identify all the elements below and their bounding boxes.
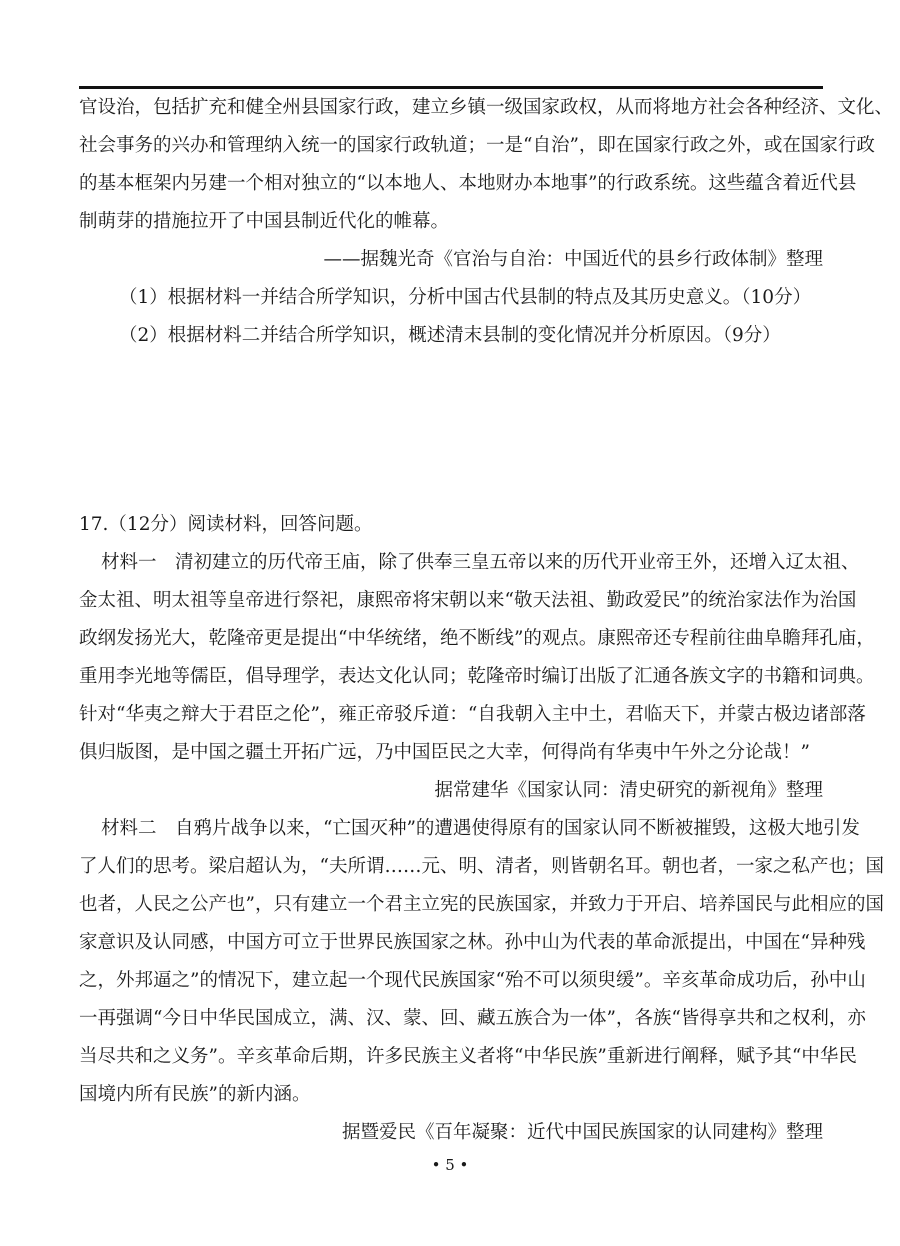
text-line: 当尽共和之义务”。辛亥革命后期，许多民族主义者将“中华民族”重新进行阐释，赋予其“中华民 [79, 1046, 857, 1067]
text-line: 材料二 自鸦片战争以来，“亡国灭种”的遭遇使得原有的国家认同不断被摧毁，这极大地引发 [101, 818, 860, 839]
text-line: 了人们的思考。梁启超认为，“夫所谓……元、明、清者，则皆朝名耳。朝也者，一家之私产也；国 [79, 856, 884, 877]
text-line: 社会事务的兴办和管理纳入统一的国家行政轨道；一是“自治”，即在国家行政之外，或在国家行政 [79, 135, 875, 156]
question-2: （2）根据材料二并结合所学知识，概述清末县制的变化情况并分析原因。（9分） [119, 325, 781, 346]
text-line: 国境内所有民族”的新内涵。 [79, 1084, 311, 1105]
passage-top [79, 89, 894, 355]
text-line: 俱归版图，是中国之疆土开拓广远，乃中国臣民之大幸，何得尚有华夷中午外之分论哉！” [79, 742, 810, 763]
question-17-heading: 17.（12分）阅读材料，回答问题。 [79, 514, 373, 535]
text-line: 家意识及认同感，中国方可立于世界民族国家之林。孙中山为代表的革命派提出，中国在“异种残 [79, 932, 866, 953]
text-line: 也者，人民之公产也”，只有建立一个君主立宪的民族国家，并致力于开启、培养国民与此相应的国 [79, 894, 884, 915]
text-line: 之，外邦逼之”的情况下，建立起一个现代民族国家“殆不可以须臾缓”。辛亥革命成功后，孙中山 [79, 970, 866, 991]
text-line: 官设治，包括扩充和健全州县国家行政，建立乡镇一级国家政权，从而将地方社会各种经济、文化、 [79, 97, 894, 118]
material-1 [79, 544, 875, 810]
text-line: 金太祖、明太祖等皇帝进行祭祀，康熙帝将宋朝以来“敬天法祖、勤政爱民”的统治家法作为治国 [79, 590, 857, 611]
page-number: • 5 • [431, 1156, 469, 1174]
text-line: 政纲发扬光大，乾隆帝更是提出“中华统绪，绝不断线”的观点。康熙帝还专程前往曲阜瞻拜孔庙， [79, 628, 875, 649]
citation: ——据魏光奇《官治与自治：中国近代的县乡行政体制》整理 [323, 249, 823, 270]
text-line: 针对“华夷之辩大于君臣之伦”，雍正帝驳斥道：“自我朝入主中土，君临天下，并蒙古极边诸部落 [79, 704, 866, 725]
citation: 据常建华《国家认同：清史研究的新视角》整理 [434, 780, 823, 801]
text-line: 制萌芽的措施拉开了中国县制近代化的帷幕。 [79, 211, 450, 232]
document-page [79, 89, 894, 1152]
text-line: 重用李光地等儒臣，倡导理学，表达文化认同；乾隆帝时编订出版了汇通各族文字的书籍和词典。 [79, 666, 875, 687]
material-2 [79, 810, 884, 1152]
question-1: （1）根据材料一并结合所学知识，分析中国古代县制的特点及其历史意义。（10分） [119, 287, 812, 308]
text-line: 一再强调“今日中华民国成立，满、汉、蒙、回、藏五族合为一体”，各族“皆得享共和之权利，亦 [79, 1008, 866, 1029]
citation: 据暨爱民《百年凝聚：近代中国民族国家的认同建构》整理 [341, 1122, 823, 1143]
text-line: 的基本框架内另建一个相对独立的“以本地人、本地财办本地事”的行政系统。这些蕴含着近代县 [79, 173, 857, 194]
text-line: 材料一 清初建立的历代帝王庙，除了供奉三皇五帝以来的历代开业帝王外，还增入辽太祖、 [101, 552, 860, 573]
